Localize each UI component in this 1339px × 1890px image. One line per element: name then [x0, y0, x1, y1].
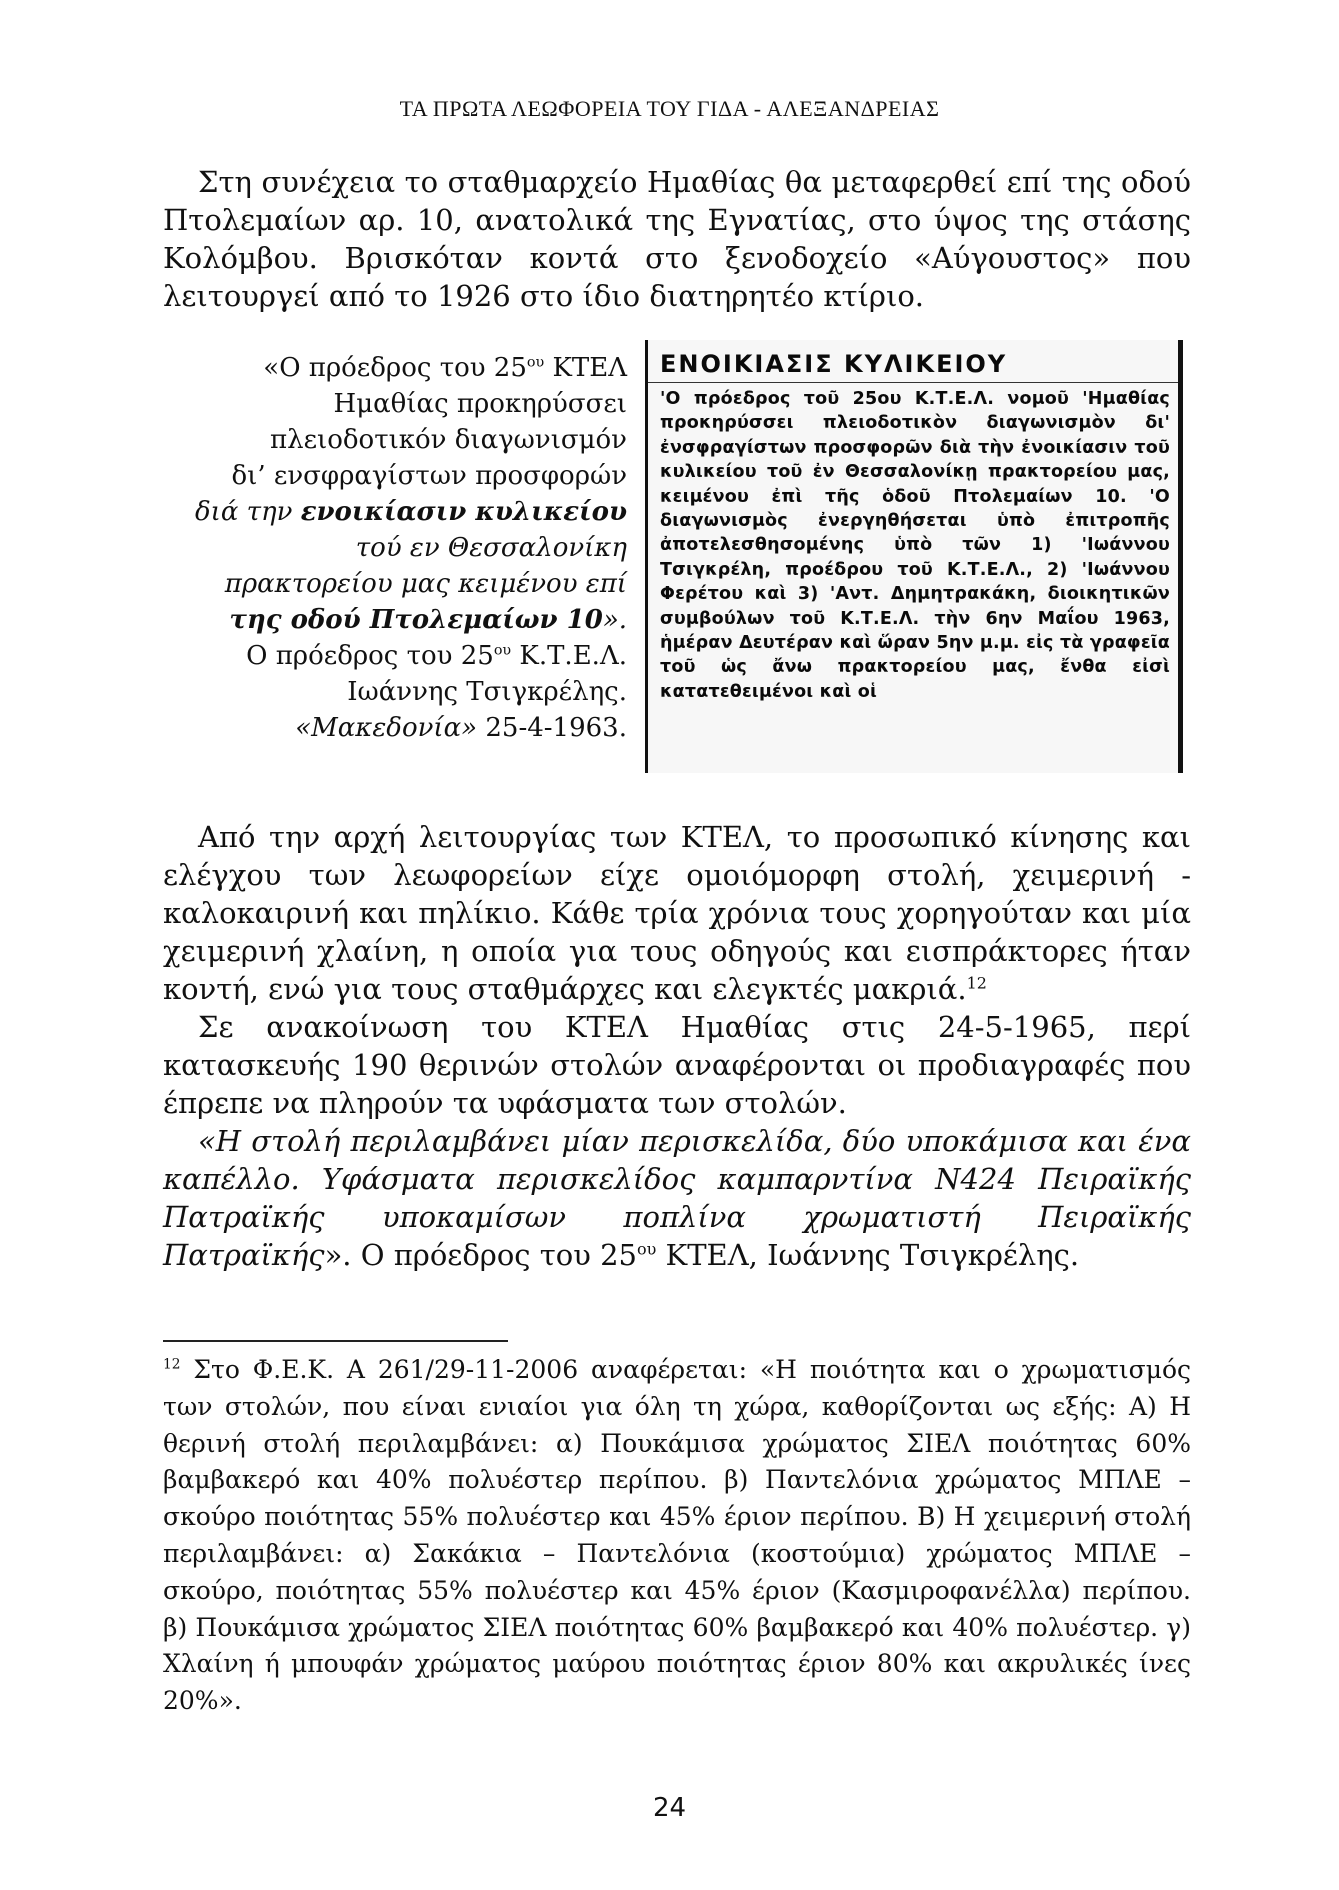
caption-line: διά την ενοικίασιν κυλικείου [195, 497, 627, 527]
body-paragraph-3: «Η στολή περιλαμβάνει μίαν περισκελίδα, δύο υποκάμισα και ένα καπέλλο. Υφάσματα περισκελίδος καμπαρντίνα Ν424 Πειραϊκής Πατραϊκής υποκαμίσων ποπλίνα χρωματιστή Πειραϊκής Πατραϊκής». Ο πρόεδρος του $25^{o\upsilon}$ ΚΤΕΛ, Ιωάννης Τσιγκρέλης. [163, 1124, 1191, 1272]
caption-line: τού εν Θεσσαλονίκη [355, 533, 627, 563]
newspaper-clipping [645, 340, 1183, 773]
caption-line: πλειοδοτικόν διαγωνισμόν [270, 425, 627, 455]
caption-line: Ο πρόεδρος του $25^{o\upsilon}$ Κ.Τ.Ε.Λ. [246, 641, 627, 671]
footnote [163, 1352, 1191, 1720]
footnote-text: $^{12}$ Στο Φ.Ε.Κ. Α 261/29-11-2006 αναφέρεται: «Η ποιότητα και ο χρωματισμός των στολών, που είναι ενιαίοι για όλη τη χώρα, καθορίζονται ως εξής: Α) Η θερινή στολή περιλαμβάνει: α) Πουκάμισα χρώματος ΣΙΕΛ ποιότητας 60% βαμβακερό και 40% πολυέστερ περίπου. β) Παντελόνια χρώματος ΜΠΛΕ –σκούρο ποιότητας 55% πολυέστερ και 45% έριον περίπου. Β) Η χειμερινή στολή περιλαμβάνει: α) Σακάκια – Παντελόνια (κοστούμια) χρώματος ΜΠΛΕ – σκούρο, ποιότητας 55% πολυέστερ και 45% έριον (Κασμιροφανέλλα) περίπου. β) Πουκάμισα χρώματος ΣΙΕΛ ποιότητας 60% βαμβακερό και 40% πολυέστερ. γ) Χλαίνη ή μπουφάν χρώματος μαύρου ποιότητας έριον 80% και ακρυλικές ίνες 20%». [163, 1355, 1191, 1716]
clipping-title: ΕΝΟΙΚΙΑΣΙΣ ΚΥΛΙΚΕΙΟΥ [648, 340, 1178, 383]
running-header: ΤΑ ΠΡΩΤΑ ΛΕΩΦΟΡΕΙΑ ΤΟΥ ΓΙΔΑ - ΑΛΕΞΑΝΔΡΕΙΑΣ [399, 96, 940, 121]
caption-line: «Μακεδονία» 25-4-1963. [295, 713, 627, 743]
caption-line: Ιωάννης Τσιγκρέλης. [347, 677, 627, 707]
caption-line: δι’ ενσφραγίστων προσφορών [231, 461, 627, 491]
clipping-body: 'Ο πρόεδρος τοῦ 25ου Κ.Τ.Ε.Λ. νομοῦ 'Ημαθίας προκηρύσσει πλειοδοτικὸν διαγωνισμὸν δι' ἐνσφραγίστων προσφορῶν διὰ τὴν ἐνοικίασιν τοῦ κυλικείου τοῦ ἐν Θεσσαλονίκῃ πρακτορείου μας, κειμένου ἐπὶ τῆς ὁδοῦ Πτολεμαίων 10. 'Ο διαγωνισμὸς ἐνεργηθήσεται ὑπὸ ἐπιτροπῆς ἀποτελεσθησομένης ὑπὸ τῶν 1) 'Ιωάννου Τσιγκρέλη, προέδρου τοῦ Κ.Τ.Ε.Λ., 2) 'Ιωάννου Φερέτου καὶ 3) 'Αντ. Δημητρακάκη, διοικητικῶν συμβούλων τοῦ Κ.Τ.Ε.Λ. τὴν 6ην Μαΐου 1963, ἡμέραν Δευτέραν καὶ ὥραν 5ην μ.μ. εἰς τὰ γραφεῖα τοῦ ὡς ἄνω πρακτορείου μας, ἔνθα εἰσὶ κατατεθειμένοι καὶ οἱ [660, 389, 1170, 702]
body-paragraph-1: Από την αρχή λειτουργίας των ΚΤΕΛ, το προσωπικό κίνησης και ελέγχου των λεωφορείων είχε ομοιόμορφη στολή, χειμερινή - καλοκαιρινή και πηλίκιο. Κάθε τρία χρόνια τους χορηγούταν και μία χειμερινή χλαίνη, η οποία για τους οδηγούς και εισπράκτορες ήταν κοντή, ενώ για τους σταθμάρχες και ελεγκτές μακριά.$^{12}$ [163, 820, 1191, 1006]
footnote-ref: 12 [966, 973, 987, 993]
body-text [163, 818, 1191, 1274]
intro-paragraph [163, 163, 1191, 315]
page-number: 24 [652, 1793, 687, 1823]
caption-line: πρακτορείου μας κειμένου επί [224, 569, 627, 599]
caption-line: Ημαθίας προκηρύσσει [333, 389, 627, 419]
footnote-separator [163, 1340, 508, 1342]
intro-text: Στη συνέχεια το σταθμαρχείο Ημαθίας θα μεταφερθεί επί της οδού Πτολεμαίων αρ. 10, ανατολικά της Εγνατίας, στο ύψος της στάσης Κολόμβου. Βρισκόταν κοντά στο ξενοδοχείο «Αύγουστος» που λειτουργεί από το 1926 στο ίδιο διατηρητέο κτίριο. [163, 165, 1191, 313]
caption-line: της οδού Πτολεμαίων 10». [229, 605, 627, 635]
caption-line: «Ο πρόεδρος του $25^{o\upsilon}$ ΚΤΕΛ [263, 353, 627, 383]
footnote-number: 12 [163, 1356, 181, 1373]
clipping-caption [175, 350, 627, 746]
body-paragraph-2: Σε ανακοίνωση του ΚΤΕΛ Ημαθίας στις 24-5-1965, περί κατασκευής 190 θερινών στολών αναφέρονται οι προδιαγραφές που έπρεπε να πληρούν τα υφάσματα των στολών. [163, 1010, 1191, 1120]
